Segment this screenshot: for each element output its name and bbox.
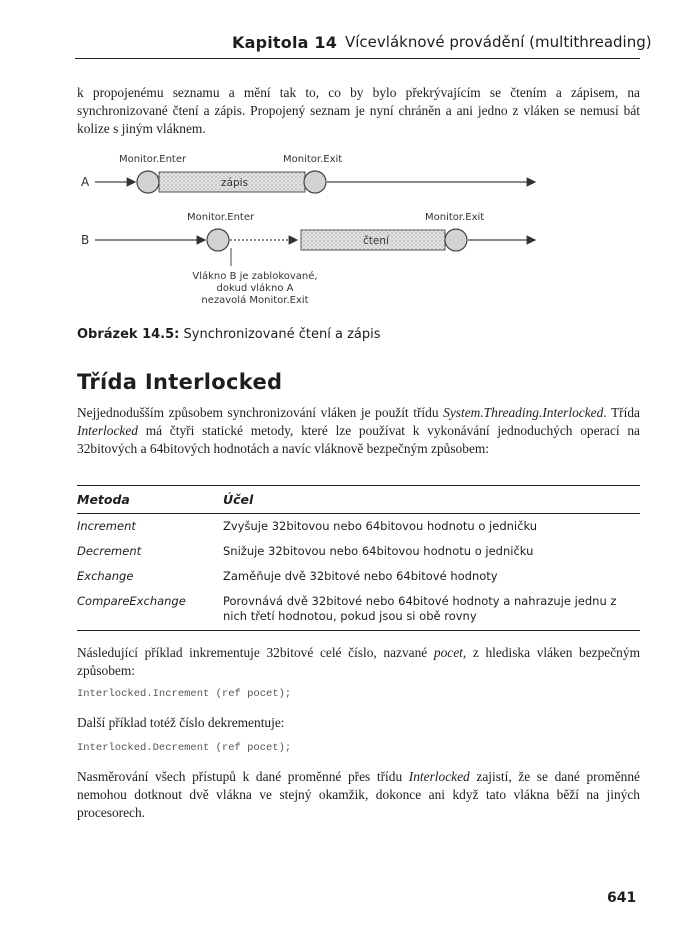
table-row [77,589,640,631]
method-cell: CompareExchange [77,589,223,631]
a-enter-node [137,171,159,193]
figure-label: Obrázek 14.5: [77,327,180,342]
a-write-label: zápis [221,177,248,189]
table-header-row [77,486,640,514]
b-enter-node [207,229,229,251]
b-exit-node [445,229,467,251]
method-cell: Decrement [77,544,142,558]
header-rule [75,58,640,59]
method-cell: Exchange [77,569,134,583]
para2-class-full: System.Threading.Interlocked [443,405,604,420]
figure-text: Synchronizované čtení a zápis [183,327,381,342]
intro-paragraph: k propojenému seznamu a mění tak to, co by bylo překrývajícím se čtením a zápisem, na synchronizované čtení a zápis. Propojený seznam je nyní chráněn a ani jedno z vláken se nemusí bát kolize s jiným vláknem. [77,85,640,136]
para5-class-short: Interlocked [408,769,470,784]
b-enter-label: Monitor.Enter [187,212,255,223]
purpose-cell: Snižuje 32bitovou nebo 64bitovou hodnotu o jedničku [223,544,534,558]
interlocked-paragraph [77,404,640,458]
purpose-cell: Porovnává dvě 32bitové nebo 64bitové hodnoty a nahrazuje jednu z nich třetí hodnotou, pokud jsou si obě rovny [223,589,640,631]
conclusion-paragraph [77,768,640,822]
para5-text-1: Nasměrování všech přístupů k dané proměnné přes třídu [77,769,409,784]
section-title: Třída Interlocked [77,370,283,394]
page-number: 641 [607,890,637,906]
para5-text-2: zajistí, že se dané proměnné nemohou dotknout dvě vlákna ve stejný okamžik, dokonce ani když tato vlákna běží na jiných procesorech. [77,769,641,820]
decrement-paragraph: Další příklad totéž číslo dekrementuje: [77,715,285,730]
figure-caption [77,327,381,342]
a-exit-label: Monitor.Exit [283,154,343,165]
thread-a-label: A [81,175,90,189]
table-row [77,514,640,540]
note-line-2: dokud vlákno A [216,283,294,294]
para3-text-2: , z hlediska vláken bezpečným způsobem: [77,645,640,678]
note-line-1: Vlákno B je zablokované, [192,271,318,282]
purpose-cell: Zaměňuje dvě 32bitové nebo 64bitové hodnoty [223,569,498,583]
chapter-title: Vícevláknové provádění (multithreading) [345,33,652,51]
b-exit-label: Monitor.Exit [425,212,485,223]
a-exit-node [304,171,326,193]
table-row [77,539,640,564]
table-row [77,564,640,589]
methods-table [77,485,640,631]
b-read-label: čtení [363,235,389,247]
note-line-3: nezavolá Monitor.Exit [201,295,309,306]
para2-text-1: Nejjednodušším způsobem synchronizování vláken je použít třídu [77,405,444,420]
increment-paragraph [77,644,640,680]
method-cell: Increment [77,519,136,533]
col-purpose-header: Účel [223,486,640,514]
para2-text-3: má čtyři statické metody, které lze používat k vykonávání jednoduchých operací na 32bitových a 64bitových hodnotách a navíc vláknově bezpečným způsobem: [77,423,640,456]
purpose-cell: Zvyšuje 32bitovou nebo 64bitovou hodnotu o jedničku [223,519,538,533]
a-enter-label: Monitor.Enter [119,154,187,165]
code-increment: Interlocked.Increment (ref pocet); [77,688,292,700]
code-decrement: Interlocked.Decrement (ref pocet); [77,742,292,754]
thread-b-label: B [81,233,90,247]
para3-text-1: Následující příklad inkrementuje 32bitové celé číslo, nazvané [77,645,434,660]
synchronization-diagram [75,148,545,316]
chapter-label: Kapitola 14 [232,33,338,52]
para2-class-short: Interlocked [77,423,138,438]
para2-text-2: . Třída [603,405,640,420]
col-method-header: Metoda [77,486,223,514]
para3-var: pocet [433,645,463,660]
